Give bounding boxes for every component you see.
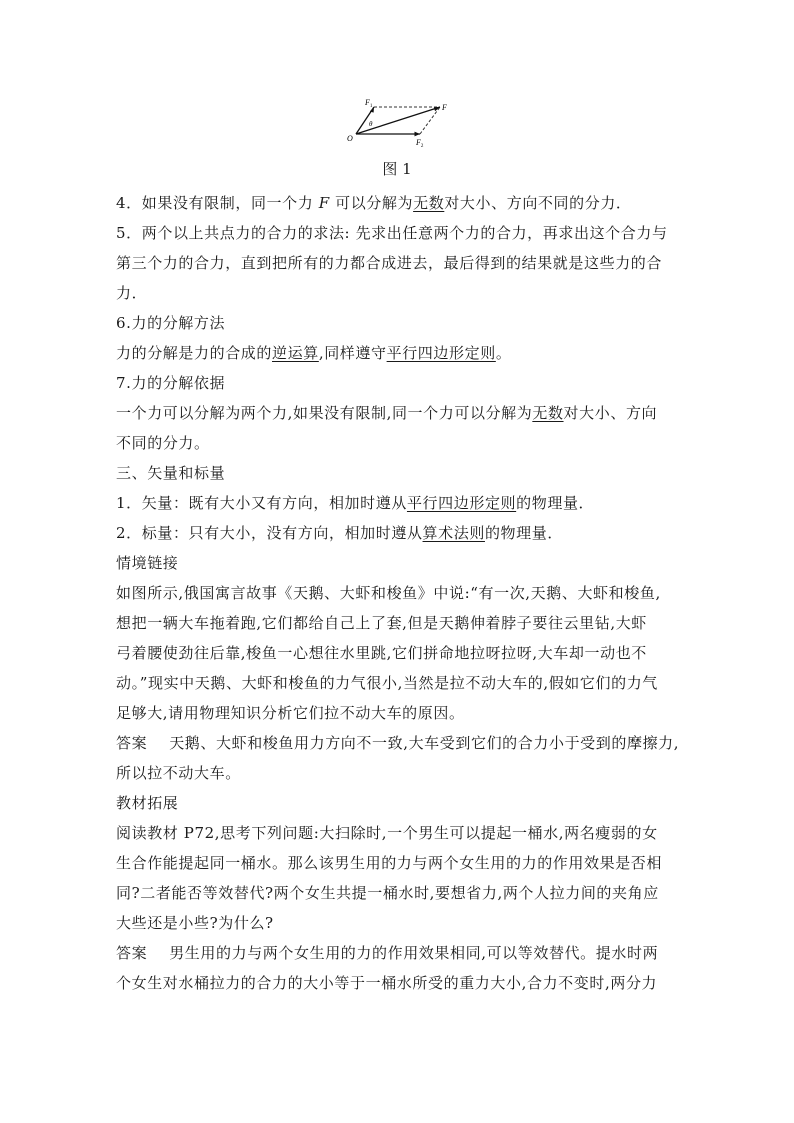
textbook-extension-heading: 教材拓展 [116,794,179,812]
paragraph-5-line-1: 5．两个以上共点力的合力的求法: 先求出任意两个力的合力，再求出这个合力与 [116,224,668,242]
underlined-answer: 算术法则 [422,524,485,542]
section-heading-3: 三、矢量和标量 [116,464,226,482]
situation-link-line: 足够大,请用物理知识分析它们拉不动大车的原因。 [116,704,465,722]
underlined-answer: 平行四边形定则 [406,494,517,512]
paragraph-4: 4．如果没有限制，同一个力 F 可以分解为无数对大小、方向不同的分力． [116,194,632,212]
heading-7: 7.力的分解依据 [116,374,226,392]
paragraph-5-line-2: 第三个力的合力，直到把所有的力都合成进去，最后得到的结果就是这些力的合 [116,254,663,272]
label-f1: $F_1$ [365,98,373,109]
arrowhead-f [434,107,440,111]
figure-caption: 图 1 [382,160,412,178]
document-body [116,188,696,998]
textbook-extension-line: 大些还是小些?为什么? [116,914,274,932]
textbook-extension-line: 阅读教材 P72,思考下列问题:大扫除时,一个男生可以提起一桶水,两名瘦弱的女 [116,824,658,842]
underlined-answer: 无数 [413,194,445,212]
paragraph-5-line-3: 力． [116,284,148,302]
answer-label: 答案 [116,944,148,962]
force-parallelogram-diagram [340,93,460,153]
extension-answer-line-1: 答案 男生用的力与两个女生用的力的作用效果相同,可以等效替代。提水时两 [116,944,659,962]
situation-link-line: 如图所示,俄国寓言故事《天鹅、大虾和梭鱼》中说:“有一次,天鹅、大虾和梭鱼, [116,584,661,602]
situation-answer-line-2: 所以拉不动大车。 [116,764,241,782]
situation-link-heading: 情境链接 [116,554,179,572]
label-theta: θ [369,120,373,128]
situation-link-line: 想把一辆大车拖着跑,它们都给自己上了套,但是天鹅伸着脖子要往云里钻,大虾 [116,614,647,632]
paragraph-6: 力的分解是力的合成的逆运算,同样遵守平行四边形定则。 [116,344,512,362]
label-o: O [347,134,353,143]
paragraph-7-line-2: 不同的分力。 [116,434,210,452]
scalar-definition: 2．标量：只有大小，没有方向，相加时遵从算术法则的物理量． [116,524,563,542]
vector-definition: 1．矢量：既有大小又有方向，相加时遵从平行四边形定则的物理量． [116,494,595,512]
heading-6: 6.力的分解方法 [116,314,226,332]
textbook-extension-line: 生合作能提起同一桶水。那么该男生用的力与两个女生用的力的作用效果是否相 [116,854,663,872]
situation-link-line: 动。”现实中天鹅、大虾和梭鱼的力气很小,当然是拉不动大车的,假如它们的力气 [116,674,658,692]
label-f: F [442,103,447,112]
underlined-answer: 平行四边形定则 [386,344,496,362]
arrowhead-f2 [415,132,421,137]
underlined-answer: 逆运算 [272,344,319,362]
label-f2: $F_2$ [416,138,424,149]
dashed-edge-f2-to-f [420,107,440,134]
textbook-extension-line: 同?二者能否等效替代?两个女生共提一桶水时,要想省力,两个人拉力间的夹角应 [116,884,659,902]
paragraph-7-line-1: 一个力可以分解为两个力,如果没有限制,同一个力可以分解为无数对大小、方向 [116,404,658,422]
situation-answer-line-1: 答案 天鹅、大虾和梭鱼用力方向不一致,大车受到它们的合力小于受到的摩擦力, [116,734,680,752]
answer-label: 答案 [116,734,148,752]
extension-answer-line-2: 个女生对水桶拉力的合力的大小等于一桶水所受的重力大小,合力不变时,两分力 [116,974,658,992]
situation-link-line: 弓着腰使劲往后靠,梭鱼一心想往水里跳,它们拼命地拉呀拉呀,大车却一动也不 [116,644,647,662]
underlined-answer: 无数 [532,404,564,422]
